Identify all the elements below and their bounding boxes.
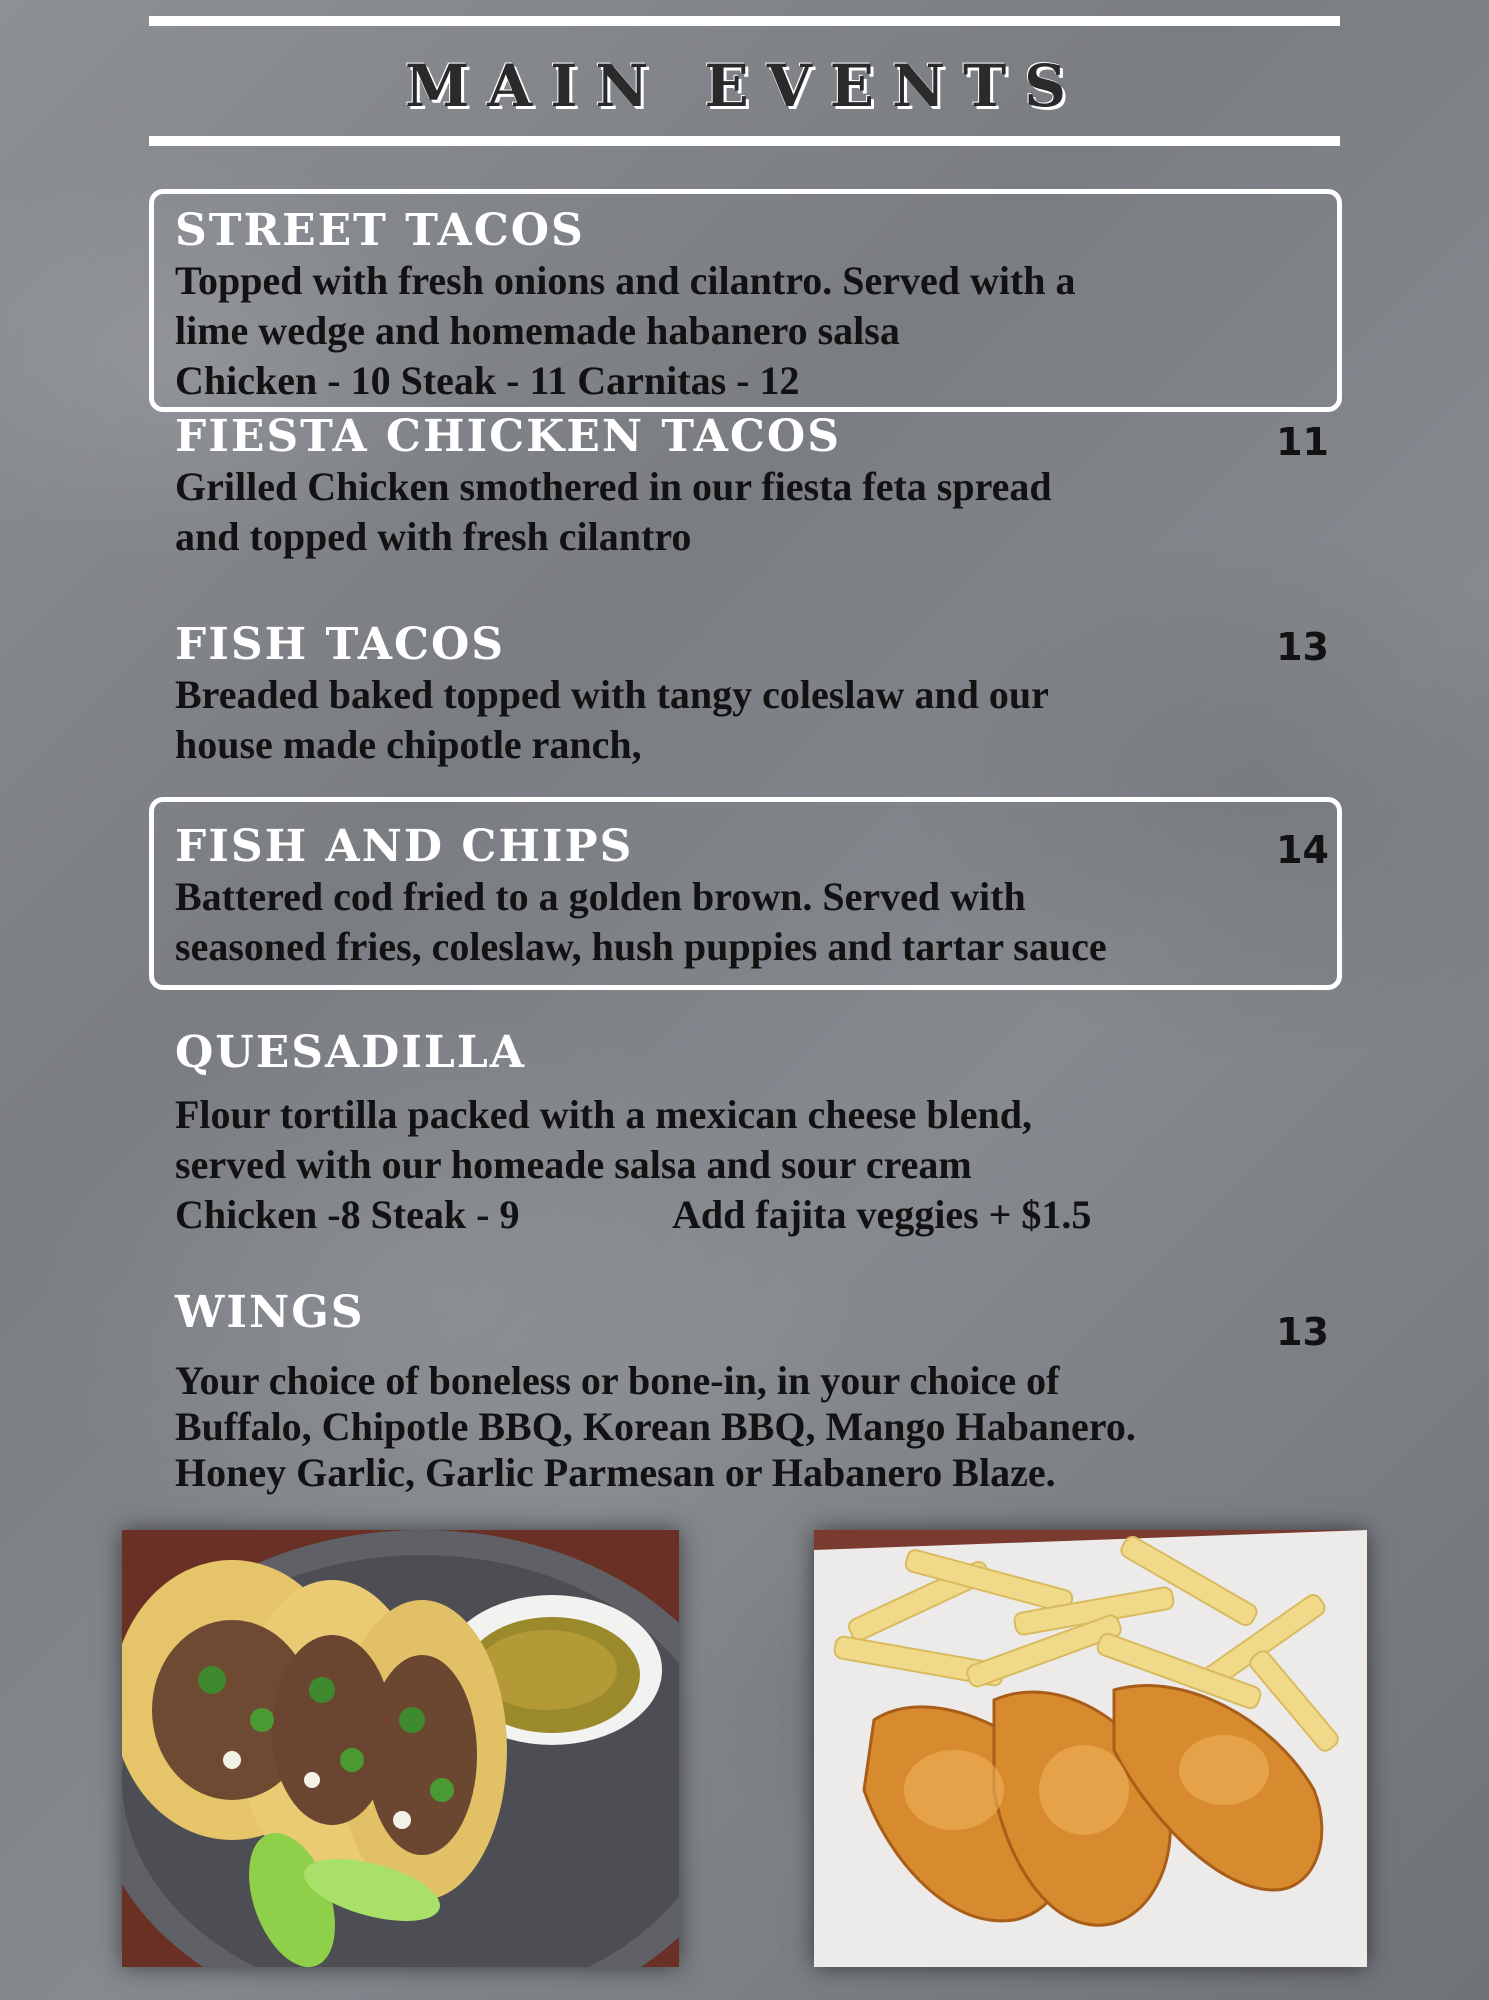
item-name: FISH AND CHIPS — [175, 821, 634, 872]
item-name: FISH TACOS — [175, 619, 506, 670]
item-desc-line: lime wedge and homemade habanero salsa — [175, 308, 900, 353]
item-desc-line: Grilled Chicken smothered in our fiesta feta spread — [175, 464, 1052, 509]
item-protein-prices: Chicken -8 Steak - 9 — [175, 1192, 520, 1237]
item-desc-line: and topped with fresh cilantro — [175, 514, 692, 559]
page-title: MAIN EVENTS — [404, 52, 1085, 120]
item-desc-line: Chicken - 10 Steak - 11 Carnitas - 12 — [175, 358, 800, 403]
item-desc-line: served with our homeade salsa and sour cream — [175, 1142, 972, 1187]
item-desc-line: Buffalo, Chipotle BBQ, Korean BBQ, Mango Habanero. — [175, 1404, 1136, 1449]
item-price: 11 — [1276, 420, 1329, 464]
item-desc-line: Flour tortilla packed with a mexican cheese blend, — [175, 1092, 1032, 1137]
bottom-rule — [149, 136, 1340, 146]
item-desc-line: Honey Garlic, Garlic Parmesan or Habanero Blaze. — [175, 1450, 1056, 1495]
menu-item-quesadilla — [175, 1028, 1335, 1240]
item-desc-line: house made chipotle ranch, — [175, 722, 642, 767]
item-price: 13 — [1276, 1310, 1329, 1354]
fish-and-chips-photo — [814, 1530, 1367, 1967]
item-desc-line: Your choice of boneless or bone-in, in your choice of — [175, 1358, 1060, 1403]
item-name: WINGS — [175, 1287, 365, 1338]
item-price: 13 — [1276, 625, 1329, 669]
menu-item-street-tacos — [175, 206, 1335, 406]
top-rule — [149, 16, 1340, 26]
item-desc-line: Topped with fresh onions and cilantro. Served with a — [175, 258, 1076, 303]
menu-item-fiesta-chicken-tacos — [175, 412, 1335, 562]
item-desc-line: Battered cod fried to a golden brown. Served with — [175, 874, 1026, 919]
item-name: FIESTA CHICKEN TACOS — [175, 411, 842, 462]
item-options — [175, 1190, 1335, 1240]
item-name: QUESADILLA — [175, 1027, 526, 1078]
menu-item-wings — [175, 1288, 1335, 1496]
item-desc-line: Breaded baked topped with tangy coleslaw and our — [175, 672, 1049, 717]
item-desc-line: seasoned fries, coleslaw, hush puppies and tartar sauce — [175, 924, 1107, 969]
menu-item-fish-and-chips — [175, 822, 1335, 972]
item-name: STREET TACOS — [175, 205, 585, 256]
street-tacos-photo — [122, 1530, 679, 1967]
item-addon: Add fajita veggies + $1.5 — [672, 1192, 1092, 1237]
item-price: 14 — [1276, 828, 1329, 872]
menu-item-fish-tacos — [175, 620, 1335, 770]
